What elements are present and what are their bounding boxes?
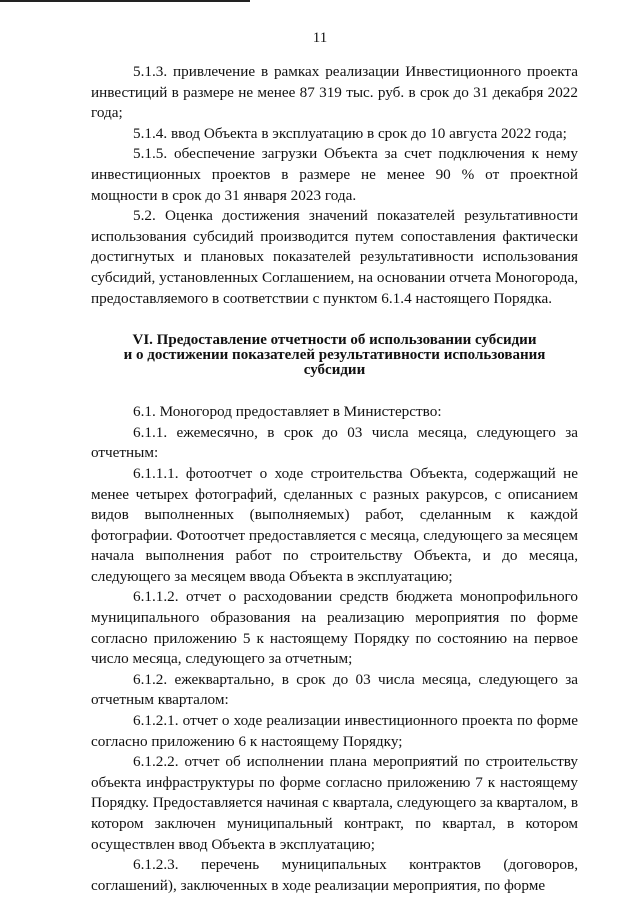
paragraph-6-1-2-3: 6.1.2.3. перечень муниципальных контрактов (договоров, соглашений), заключенных в ходе реализации мероприятия, по форме (91, 856, 578, 894)
scan-edge-line (0, 0, 250, 2)
paragraph-5-2: 5.2. Оценка достижения значений показателей результативности использования субсидий производится путем сопоставления фактически достигнутых и плановых показателей результативности использования субсидий, установленных Соглашением, на основании отчета Моногорода, предоставляемого в соответствии с пунктом 6.1.4 настоящего Порядка. (91, 207, 578, 307)
section-heading-line-3: субсидии (303, 362, 366, 379)
section-heading (91, 333, 578, 378)
paragraph-6-1-2-2: 6.1.2.2. отчет об исполнении плана мероприятий по строительству объекта инфраструктуры по форме согласно приложению 7 к настоящему Порядку. Предоставляется начиная с квартала, следующего за кварталом, в котором заключен муниципальный контракт, по квартал, в котором осуществлен ввод Объекта в эксплуатацию; (91, 753, 578, 853)
paragraph-6-1: 6.1. Моногород предоставляет в Министерство: (133, 403, 442, 421)
paragraph-5-1-3: 5.1.3. привлечение в рамках реализации Инвестиционного проекта инвестиций в размере не менее 87 319 тыс. руб. в срок до 31 декабря 2022 года; (91, 63, 578, 122)
paragraph-6-1-1: 6.1.1. ежемесячно, в срок до 03 числа месяца, следующего за отчетным: (91, 423, 578, 462)
paragraph-6-1-2: 6.1.2. ежеквартально, в срок до 03 числа месяца, следующего за отчетным кварталом: (91, 670, 578, 709)
section-heading-line-2: и о достижении показателей результативности использования (123, 347, 546, 364)
paragraph-6-1-2-1: 6.1.2.1. отчет о ходе реализации инвестиционного проекта по форме согласно приложению 6 к настоящему Порядку; (91, 712, 578, 750)
section-heading-line-1: VI. Предоставление отчетности об использовании субсидии (132, 332, 537, 349)
paragraph-6-1-1-1: 6.1.1.1. фотоотчет о ходе строительства Объекта, содержащий не менее четырех фотографий, сделанных с разных ракурсов, с описанием видов выполненных (выполняемых) работ, сделанным к каждой фотографии. Фотоотчет предоставляется с месяца, следующего за месяцем начала выполнения работ по строительству Объекта, и до месяца, следующего за месяцем ввода Объекта в эксплуатацию; (91, 464, 578, 585)
document-body (91, 62, 578, 896)
paragraph-6-1-1-2: 6.1.1.2. отчет о расходовании средств бюджета монопрофильного муниципального образования на реализацию мероприятия по форме согласно приложению 5 к настоящему Порядку по состоянию на первое число месяца, следующего за отчетным; (91, 588, 578, 668)
paragraph-5-1-5: 5.1.5. обеспечение загрузки Объекта за счет подключения к нему инвестиционных проектов в размере не менее 90 % от проектной мощности в срок до 31 января 2023 года. (91, 145, 578, 204)
page-number: 11 (312, 30, 328, 46)
paragraph-5-1-4: 5.1.4. ввод Объекта в эксплуатацию в срок до 10 августа 2022 года; (133, 124, 567, 142)
